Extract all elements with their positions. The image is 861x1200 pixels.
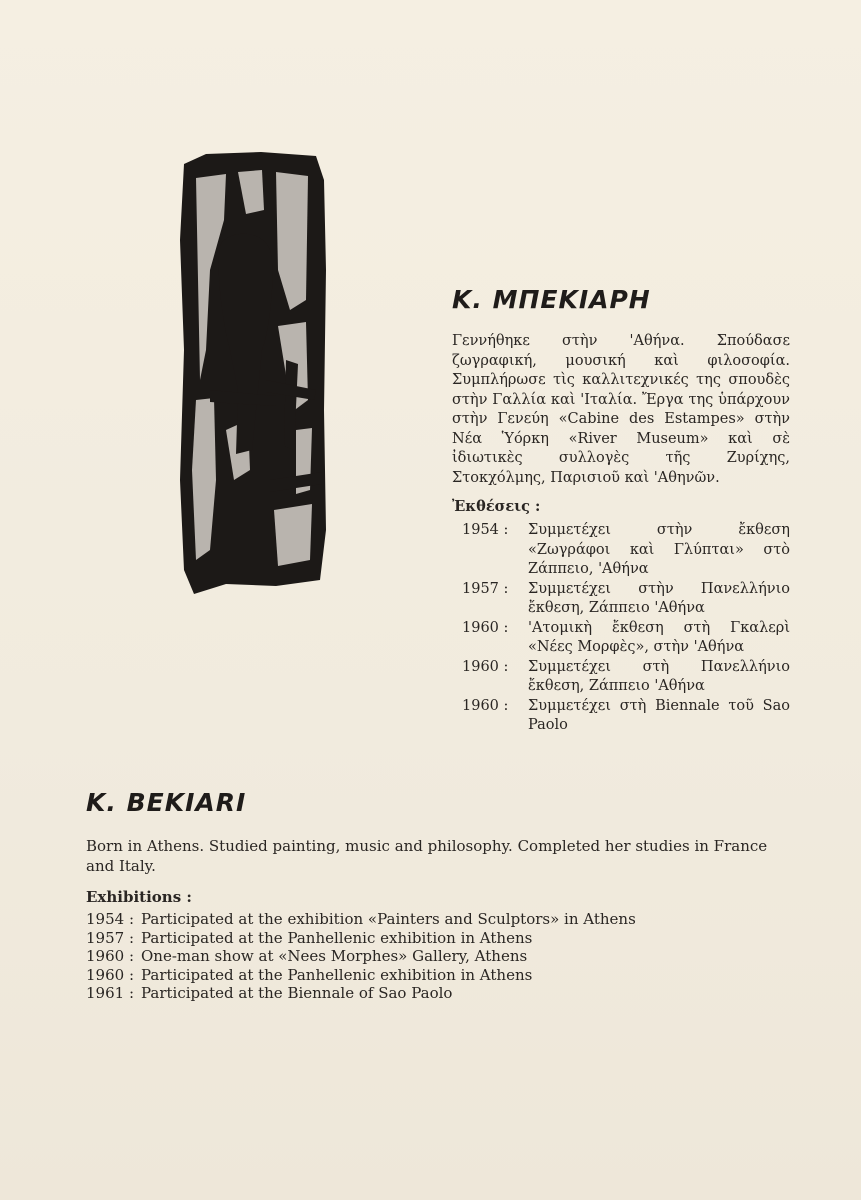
english-biography-text: Born in Athens. Studied painting, music and philosophy. Completed her studies in France and Italy. [86, 837, 768, 875]
list-item [452, 658, 790, 697]
list-item [452, 697, 790, 736]
exhibition-year: 1960 : [86, 947, 134, 965]
greek-biography-section [452, 285, 790, 736]
exhibition-year: 1960 : [462, 658, 509, 675]
greek-artist-name: Κ. ΜΠΕΚΙΑΡΗ [452, 285, 651, 314]
exhibition-description: Participated at the Panhellenic exhibition in Athens [141, 965, 533, 984]
list-item [452, 619, 790, 658]
exhibition-year: 1960 : [462, 697, 509, 714]
exhibition-year: 1960 : [86, 965, 134, 984]
exhibition-year: 1954 : [462, 522, 509, 538]
exhibition-year: 1960 : [462, 619, 509, 636]
exhibition-description: Participated at the Panhellenic exhibition in Athens [141, 928, 533, 947]
exhibition-description: Participated at the exhibition «Painters and Sculptors» in Athens [141, 910, 636, 928]
exhibition-year: 1957 : [462, 580, 509, 597]
exhibition-year: 1954 : [86, 910, 134, 928]
english-exhibitions-list [86, 910, 796, 1003]
list-item [86, 947, 796, 966]
greek-exhibitions-list [452, 521, 790, 736]
greek-exhibitions-heading: Ἐκθέσεις : [452, 498, 541, 515]
english-exhibitions-heading: Exhibitions : [86, 888, 192, 906]
greek-biography-text: Γεννήθηκε στὴν 'Αθήνα. Σπούδασε ζωγραφική, μουσική καὶ φιλοσοφία. Συμπλήρωσε τὶς καλλιτεχνικές της σπουδὲς στὴν Γαλλία καὶ 'Ιταλία. Ἔργα της ὑπάρχουν στὴν Γενεύη «Cabine des Estampes» στὴν Νέα Ὑόρκη «River Museum» καὶ σὲ ἰδιωτικὲς συλλογὲς τῆς Ζυρίχης, Στοκχόλμης, Παρισιοῦ καὶ 'Αθηνῶν. [452, 333, 790, 486]
list-item [452, 580, 790, 619]
artwork-reproduction [166, 150, 331, 595]
exhibition-description: Συμμετέχει στὴν ἔκθεση «Ζωγράφοι καὶ Γλύπται» στὸ Ζάππειο, 'Αθήνα [528, 522, 790, 577]
exhibition-description: Participated at the Biennale of Sao Paolo [141, 984, 453, 1002]
list-item [86, 966, 796, 985]
exhibition-description: Συμμετέχει στὴν Πανελλήνιο ἔκθεση, Ζάππειο 'Αθήνα [528, 580, 790, 616]
list-item [452, 521, 790, 580]
exhibition-description: One-man show at «Nees Morphes» Gallery, Athens [141, 947, 528, 965]
exhibition-year: 1961 : [86, 984, 134, 1002]
exhibition-description: 'Ατομικὴ ἔκθεση στὴ Γκαλερὶ «Νέες Μορφὲς», στὴν 'Αθήνα [528, 619, 790, 655]
exhibition-description: Συμμετέχει στὴ Πανελλήνιο ἔκθεση, Ζάππειο 'Αθήνα [528, 658, 790, 694]
list-item [86, 984, 796, 1003]
exhibition-description: Συμμετέχει στὴ Biennale τοῦ Sao Paolo [528, 697, 790, 733]
english-artist-name: K. BEKIARI [86, 788, 247, 817]
list-item [86, 929, 796, 948]
english-biography-section [86, 788, 796, 1003]
list-item [86, 910, 796, 929]
exhibition-year: 1957 : [86, 928, 134, 947]
